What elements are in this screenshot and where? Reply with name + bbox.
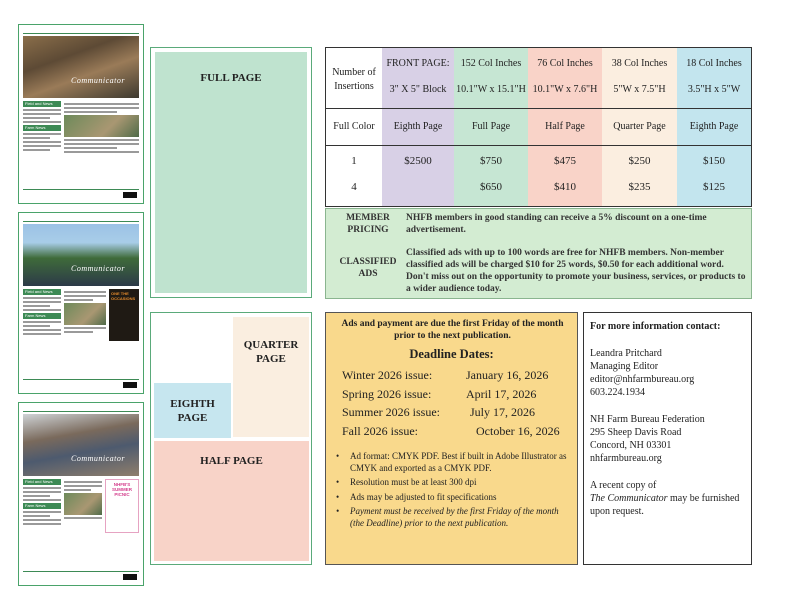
half-page-column <box>528 48 602 206</box>
color-label: Eighth Page <box>393 121 443 132</box>
cover-photo <box>23 36 139 98</box>
column-size: 10.1"W x 7.6"H <box>532 84 598 95</box>
column-size: 3" X 5" Block <box>389 84 447 95</box>
classified-ads-text: Classified ads with up to 100 words are free for NHFB members. Non-member classified ads will be charged $10 for 25 words, $0.50 for each additional word. Don't miss out on the opportunity to promote your business, services, or products to a wider audience today. <box>406 248 746 294</box>
issue-date: April 17, 2026 <box>466 387 537 401</box>
section-bar: Field and News <box>23 101 61 107</box>
table-divider <box>326 108 751 109</box>
contact-heading: For more information contact: <box>590 321 721 332</box>
deadline-box <box>325 312 578 565</box>
article-photo <box>64 115 139 137</box>
column-title: 152 Col Inches <box>460 58 522 69</box>
spec-item: • Payment must be received by the first Friday of the month (the Deadline) prior to the next publication. <box>334 506 574 529</box>
thumbnail-header <box>23 28 139 34</box>
price: $750 <box>480 155 502 167</box>
eighth-page-area <box>154 383 231 438</box>
deadline-row <box>342 387 572 402</box>
pricing-table <box>325 47 752 207</box>
article-photo <box>64 303 106 325</box>
insertion-count: 1 <box>351 155 357 167</box>
deadline-title: Deadline Dates: <box>409 347 494 361</box>
price: $2500 <box>404 155 432 167</box>
member-classified-panel <box>325 208 752 299</box>
section-bar: Farm News <box>23 313 61 319</box>
deadline-row <box>342 405 572 420</box>
ad-size-diagram <box>150 312 312 565</box>
spec-item: • Ads may be adjusted to fit specifications <box>334 492 574 504</box>
column-title: 76 Col Inches <box>537 58 593 69</box>
quarter-page-column <box>602 48 677 206</box>
issue-date: July 17, 2026 <box>470 405 536 419</box>
masthead: Communicator <box>71 454 125 463</box>
price: $235 <box>628 181 651 193</box>
issue-date: January 16, 2026 <box>466 368 549 382</box>
quarter-page-area <box>233 317 309 437</box>
contact-role: Managing Editor <box>590 361 659 372</box>
deadline-intro: Ads and payment are due the first Friday of the month prior to the next publication. <box>341 319 564 341</box>
section-bar: Field and News <box>23 289 61 295</box>
thumbnail-footer <box>23 189 139 199</box>
quarter-page-label: QUARTER PAGE <box>243 339 299 365</box>
eighth-page-label: EIGHTH PAGE <box>170 397 215 424</box>
eighth-page-column <box>677 48 751 206</box>
spec-item: • Ad format: CMYK PDF. Best if built in Adobe Illustrator as CMYK and exported as a CMYK PDF. <box>334 451 574 474</box>
color-label: Quarter Page <box>613 121 666 132</box>
thumbnail-header <box>23 216 139 222</box>
issue-date: October 16, 2026 <box>476 424 560 438</box>
price: $150 <box>703 155 725 167</box>
full-color-header: Full Color <box>333 121 375 132</box>
newsletter-thumbnail-1 <box>18 24 144 204</box>
price: $250 <box>628 155 651 167</box>
issue-name: Spring 2026 issue: <box>342 387 432 401</box>
full-page-label: FULL PAGE <box>200 72 262 84</box>
price: $475 <box>554 155 576 167</box>
section-bar: Farm News <box>23 503 61 509</box>
column-size: 10.1"W x 15.1"H <box>456 84 526 95</box>
masthead: Communicator <box>71 76 125 85</box>
copy-note: A recent copy of The Communicator may be furnished upon request. <box>590 480 740 517</box>
contact-email[interactable]: editor@nhfarmbureau.org <box>590 374 695 385</box>
member-pricing-text: NHFB members in good standing can receive a 5% discount on a one-time advertisement. <box>406 213 707 235</box>
classified-ads-label: CLASSIFIED ADS <box>339 257 397 279</box>
newsletter-thumbnail-2 <box>18 212 144 394</box>
deadline-row <box>342 424 572 439</box>
insertions-header: Number of Insertions <box>332 67 376 92</box>
color-label: Full Page <box>471 121 511 132</box>
color-label: Half Page <box>545 121 585 132</box>
promo-ad: NHFB'S SUMMER PICNIC <box>105 479 139 533</box>
column-title: 38 Col Inches <box>611 58 668 69</box>
issue-name: Winter 2026 issue: <box>342 368 433 382</box>
price <box>382 176 454 198</box>
contact-phone: 603.224.1934 <box>590 387 645 398</box>
thumbnail-footer <box>23 379 139 389</box>
price: $650 <box>480 181 502 193</box>
column-title: 18 Col Inches <box>686 58 742 69</box>
article-photo <box>64 493 102 515</box>
section-bar: Farm News <box>23 125 61 131</box>
member-pricing-label: MEMBER PRICING <box>346 213 390 235</box>
cover-photo <box>23 224 139 286</box>
org-city: Concord, NH 03301 <box>590 440 672 451</box>
masthead: Communicator <box>71 264 125 273</box>
full-page-column <box>454 48 528 206</box>
contact-box <box>583 312 752 565</box>
org-street: 295 Sheep Davis Road <box>590 427 682 438</box>
fb-logo-icon <box>123 574 137 580</box>
thumbnail-header <box>23 406 139 412</box>
deadline-row <box>342 368 572 383</box>
issue-name: Fall 2026 issue: <box>342 424 419 438</box>
table-divider <box>326 145 751 146</box>
full-page-diagram <box>150 47 312 298</box>
price: $125 <box>703 181 725 193</box>
half-page-area <box>154 441 309 561</box>
promo-ad: ONE THE OCCASIONS <box>109 289 139 341</box>
fb-logo-icon <box>123 192 137 198</box>
issue-name: Summer 2026 issue: <box>342 405 440 419</box>
publication-title: The Communicator <box>590 493 668 504</box>
column-size: 5"W x 7.5"H <box>613 84 666 95</box>
org-name: NH Farm Bureau Federation <box>590 414 705 425</box>
color-label: Eighth Page <box>689 121 739 132</box>
spec-item: • Resolution must be at least 300 dpi <box>334 477 574 489</box>
column-title: FRONT PAGE: <box>386 58 450 69</box>
contact-name: Leandra Pritchard <box>590 348 662 359</box>
column-size: 3.5"H x 5"W <box>687 84 741 95</box>
front-page-column <box>382 48 454 206</box>
insertion-count: 4 <box>351 181 357 193</box>
cover-photo <box>23 414 139 476</box>
half-page-label: HALF PAGE <box>200 455 263 467</box>
row-header-column <box>326 48 382 206</box>
fb-logo-icon <box>123 382 137 388</box>
newsletter-thumbnail-3 <box>18 402 144 586</box>
section-bar: Field and News <box>23 479 61 485</box>
ad-specs-list <box>334 451 574 532</box>
price: $410 <box>554 181 576 193</box>
thumbnail-footer <box>23 571 139 581</box>
org-website[interactable]: nhfarmbureau.org <box>590 453 662 464</box>
